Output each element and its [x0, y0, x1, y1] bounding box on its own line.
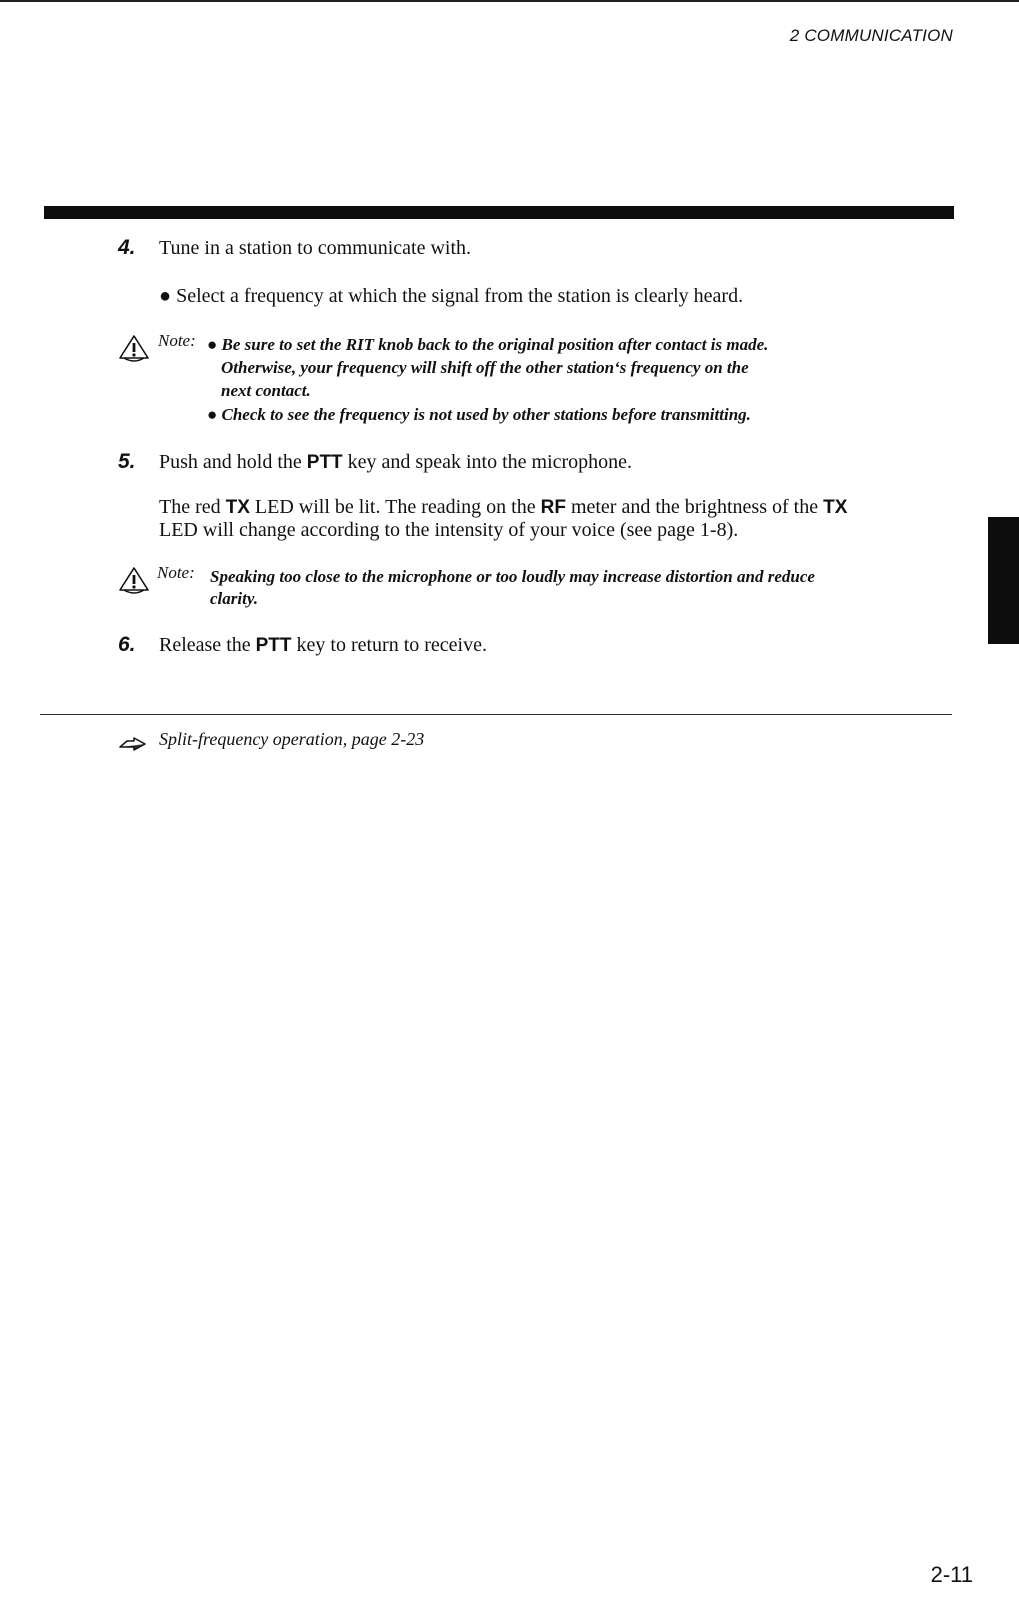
ptt-key-label: PTT: [255, 635, 292, 656]
note-label: Note:: [157, 563, 195, 582]
top-border-rule: [0, 0, 1019, 2]
note-2-text-cont: clarity.: [210, 589, 258, 608]
rf-label: RF: [540, 497, 566, 518]
note-2-text: Speaking too close to the microphone or too loudly may increase distortion and reduce: [210, 567, 815, 586]
step-text: Push and hold the PTT key and speak into the microphone.: [159, 451, 633, 473]
cross-reference-link[interactable]: Split-frequency operation, page 2-23: [159, 729, 425, 749]
tx-label: TX: [823, 497, 848, 518]
page-number: 2-11: [930, 1562, 973, 1587]
step-text: Tune in a station to communicate with.: [159, 237, 472, 259]
tx-label: TX: [225, 497, 250, 518]
chapter-thumb-tab: [988, 517, 1019, 644]
step-text: Release the PTT key to return to receive.: [159, 634, 487, 656]
section-header: 2 COMMUNICATION: [789, 26, 953, 45]
step-4-bullet: ● Select a frequency at which the signal from the station is clearly heard.: [159, 285, 744, 307]
section-divider-bar: [44, 206, 954, 219]
note-1-bullet-1-cont: Otherwise, your frequency will shift off the other station‘s frequency on the: [221, 358, 749, 377]
step-number: 5.: [118, 450, 136, 473]
step-5-description: The red TX LED will be lit. The reading on the RF meter and the brightness of the TX LED will change according to the intensity of your voice (see page 1-8).: [159, 496, 848, 541]
note-label: Note:: [158, 331, 196, 350]
reference-arrow-icon: [118, 736, 148, 752]
ptt-key-label: PTT: [306, 452, 343, 473]
note-1-bullet-2: ● Check to see the frequency is not used by other stations before transmitting.: [207, 405, 751, 424]
step-number: 4.: [118, 236, 136, 259]
note-1-bullet-1-cont-2: next contact.: [221, 381, 311, 400]
step-number: 6.: [118, 633, 136, 656]
caution-triangle-icon: [118, 334, 150, 364]
caution-triangle-icon: [118, 566, 150, 596]
reference-divider: [40, 714, 952, 715]
note-1-bullet-1: ● Be sure to set the RIT knob back to the original position after contact is made.: [207, 335, 769, 354]
